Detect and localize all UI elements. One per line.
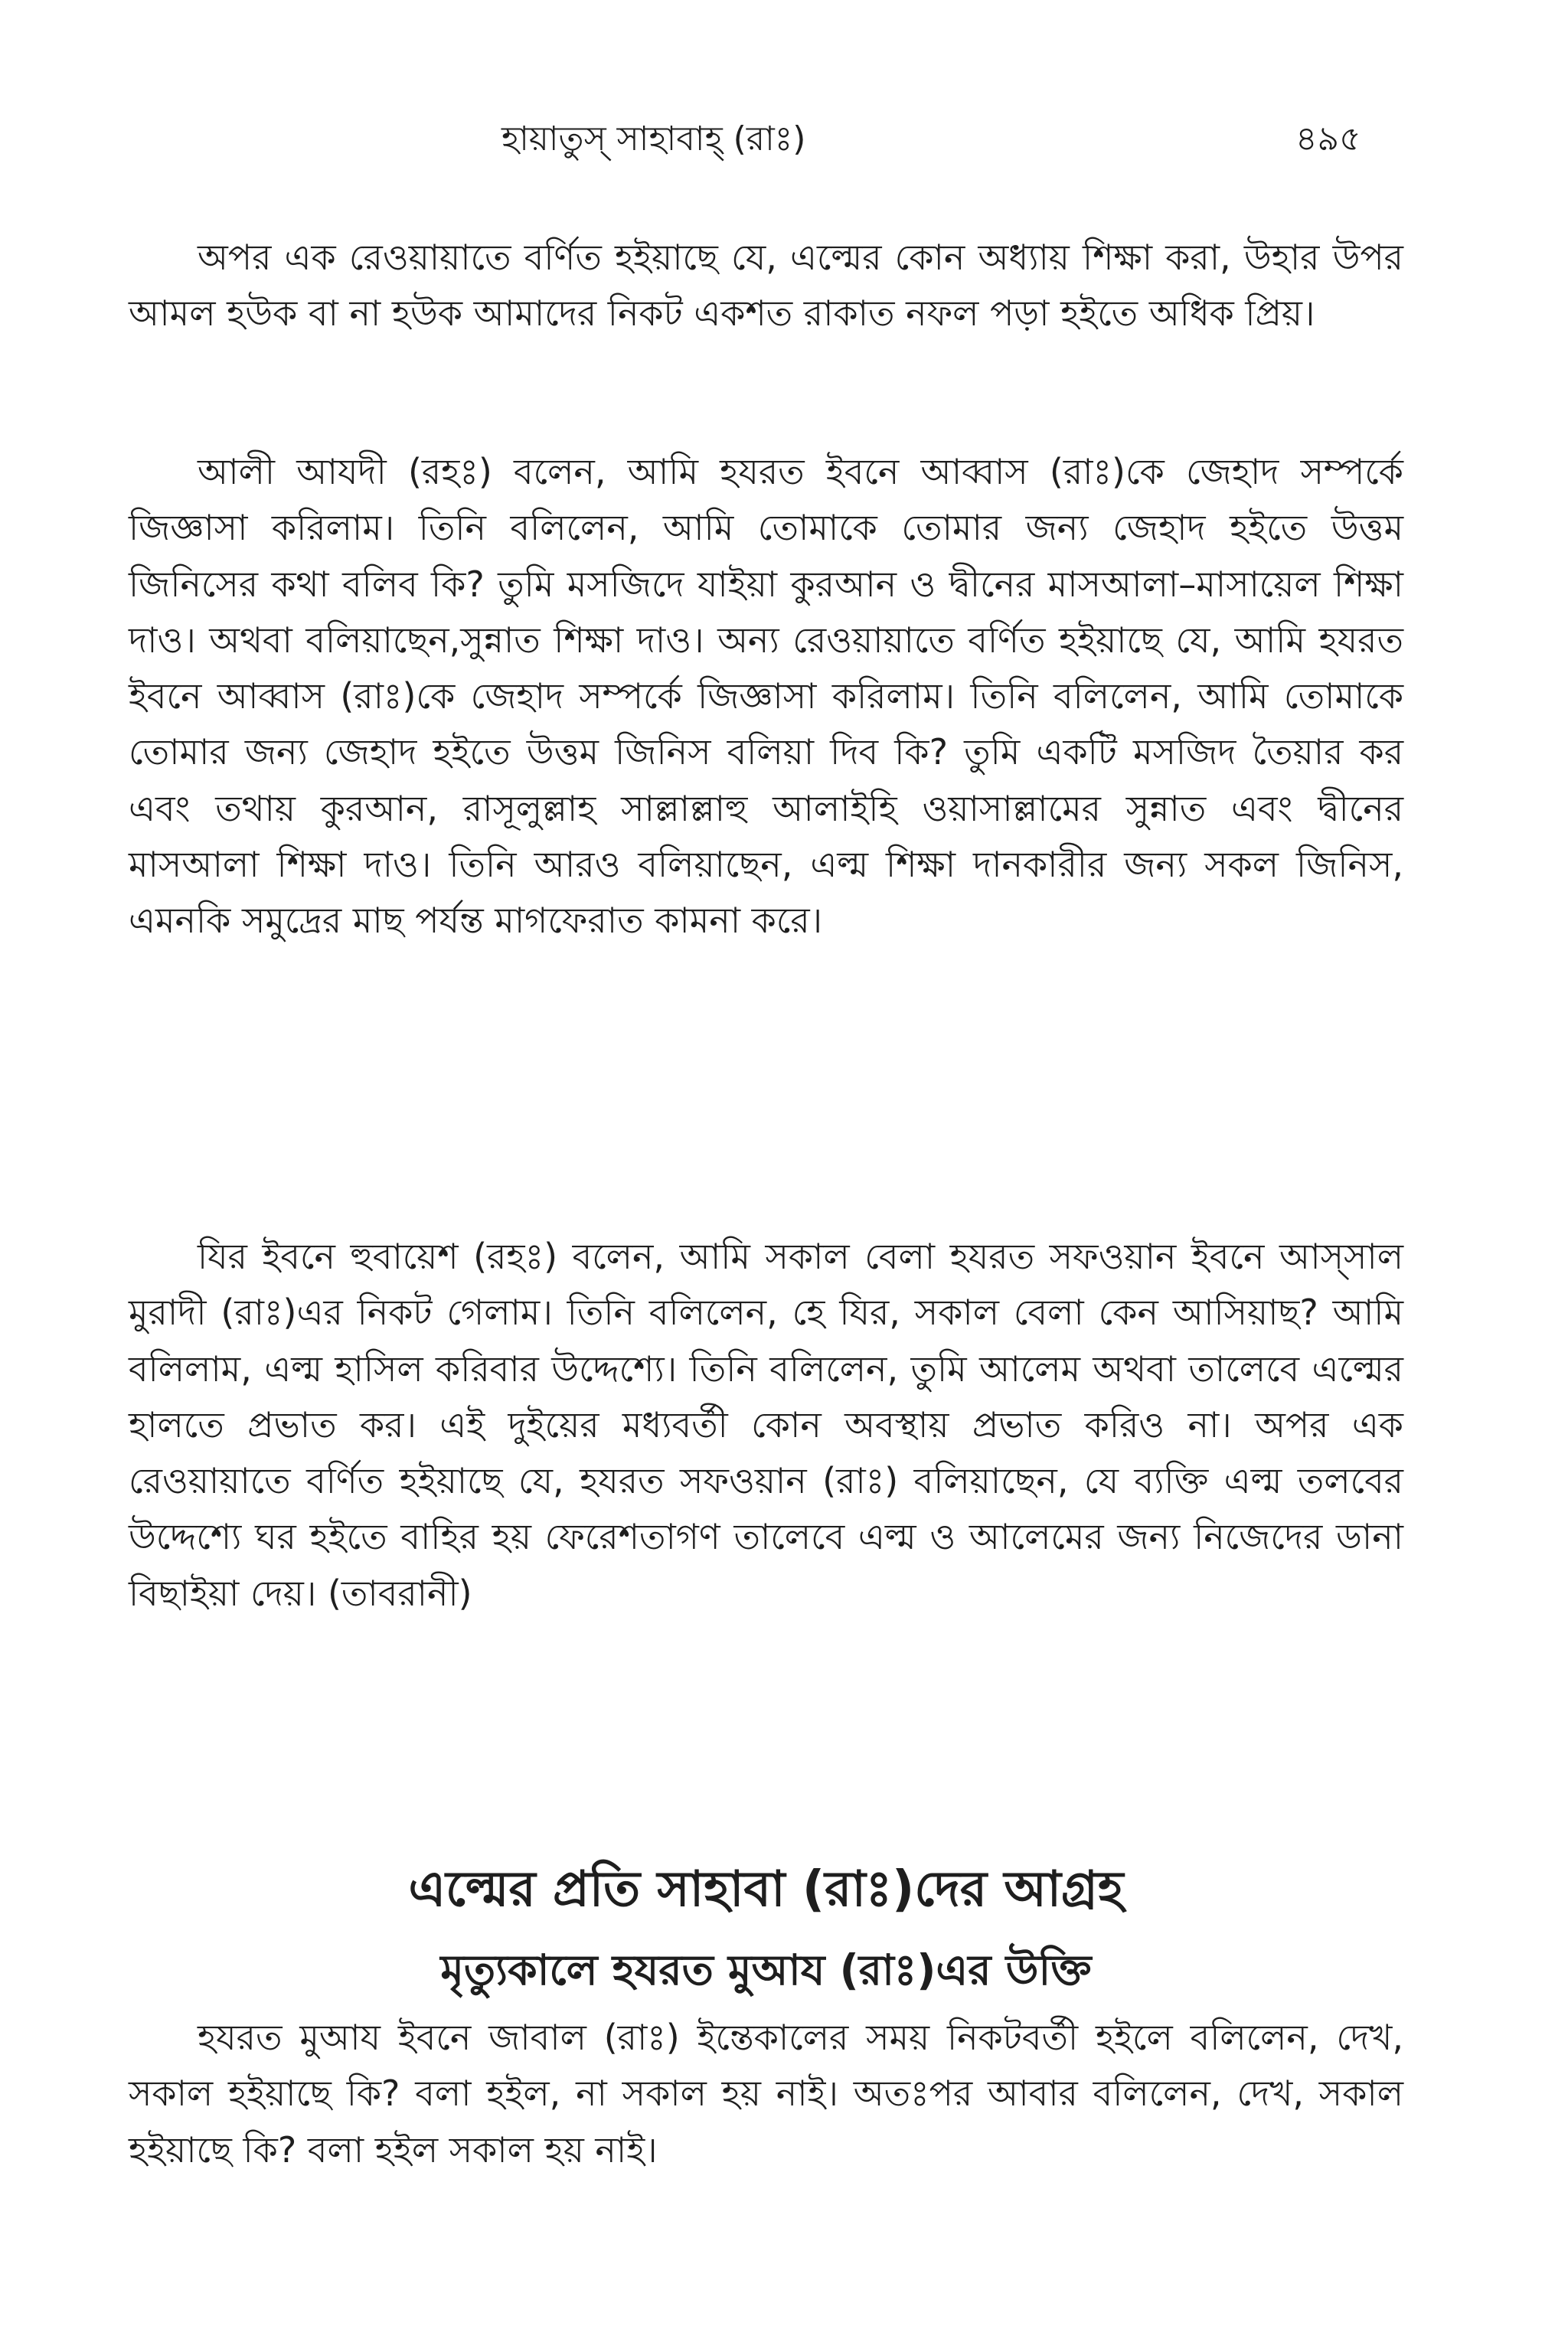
body-text-block <box>129 2010 1403 2178</box>
page-number: ৪৯৫ <box>1295 119 1361 158</box>
paragraph: যির ইবনে হুবায়েশ (রহঃ) বলেন, আমি সকাল বেলা হযরত সফওয়ান ইবনে আস্সাল মুরাদী (রাঃ)এর নিকট গেলাম। তিনি বলিলেন, হে যির, সকাল বেলা কেন আসিয়াছ? আমি বলিলাম, এল্ম হাসিল করিবার উদ্দেশ্যে। তিনি বলিলেন, তুমি আলেম অথবা তালেবে এল্মের হালতে প্রভাত কর। এই দুইয়ের মধ্যবর্তী কোন অবস্থায় প্রভাত করিও না। অপর এক রেওয়ায়াতে বর্ণিত হইয়াছে যে, হযরত সফওয়ান (রাঃ) বলিয়াছেন, যে ব্যক্তি এল্ম তলবের উদ্দেশ্যে ঘর হইতে বাহির হয় ফেরেশতাগণ তালেবে এল্ম ও আলেমের জন্য নিজেদের ডানা বিছাইয়া দেয়। (তাবরানী) <box>129 1236 1403 1614</box>
paragraph: আলী আযদী (রহঃ) বলেন, আমি হযরত ইবনে আব্বাস (রাঃ)কে জেহাদ সম্পর্কে জিজ্ঞাসা করিলাম। তিনি বলিলেন, আমি তোমাকে তোমার জন্য জেহাদ হইতে উত্তম জিনিসের কথা বলিব কি? তুমি মসজিদে যাইয়া কুরআন ও দ্বীনের মাসআলা–মাসায়েল শিক্ষা দাও। অথবা বলিয়াছেন,সুন্নাত শিক্ষা দাও। অন্য রেওয়ায়াতে বর্ণিত হইয়াছে যে, আমি হযরত ইবনে আব্বাস (রাঃ)কে জেহাদ সম্পর্কে জিজ্ঞাসা করিলাম। তিনি বলিলেন, আমি তোমাকে তোমার জন্য জেহাদ হইতে উত্তম জিনিস বলিয়া দিব কি? তুমি একটি মসজিদ তৈয়ার কর এবং তথায় কুরআন, রাসূলুল্লাহ সাল্লাল্লাহু আলাইহি ওয়াসাল্লামের সুন্নাত এবং দ্বীনের মাসআলা শিক্ষা দাও। তিনি আরও বলিয়াছেন, এল্ম শিক্ষা দানকারীর জন্য সকল জিনিস, এমনকি সমুদ্রের মাছ পর্যন্ত মাগফেরাত কামনা করে। <box>129 451 1403 942</box>
paragraph: অপর এক রেওয়ায়াতে বর্ণিত হইয়াছে যে, এল্মের কোন অধ্যায় শিক্ষা করা, উহার উপর আমল হউক বা না হউক আমাদের নিকট একশত রাকাত নফল পড়া হইতে অধিক প্রিয়। <box>129 237 1403 335</box>
body-text-block <box>129 1229 1403 1622</box>
paragraph: হযরত মুআয ইবনে জাবাল (রাঃ) ইন্তেকালের সময় নিকটবর্তী হইলে বলিলেন, দেখ, সকাল হইয়াছে কি? বলা হইল, না সকাল হয় নাই। অতঃপর আবার বলিলেন, দেখ, সকাল হইয়াছে কি? বলা হইল সকাল হয় নাই। <box>129 2017 1403 2171</box>
body-text-block <box>129 444 1403 949</box>
section-heading: এল্মের প্রতি সাহাবা (রাঃ)দের আগ্রহ <box>408 1861 1124 1918</box>
running-title: হায়াতুস্ সাহাবাহ্ (রাঃ) <box>501 119 806 158</box>
body-text-block <box>129 230 1403 342</box>
section-subheading: মৃত্যুকালে হযরত মুআয (রাঃ)এর উক্তি <box>440 1945 1092 1994</box>
